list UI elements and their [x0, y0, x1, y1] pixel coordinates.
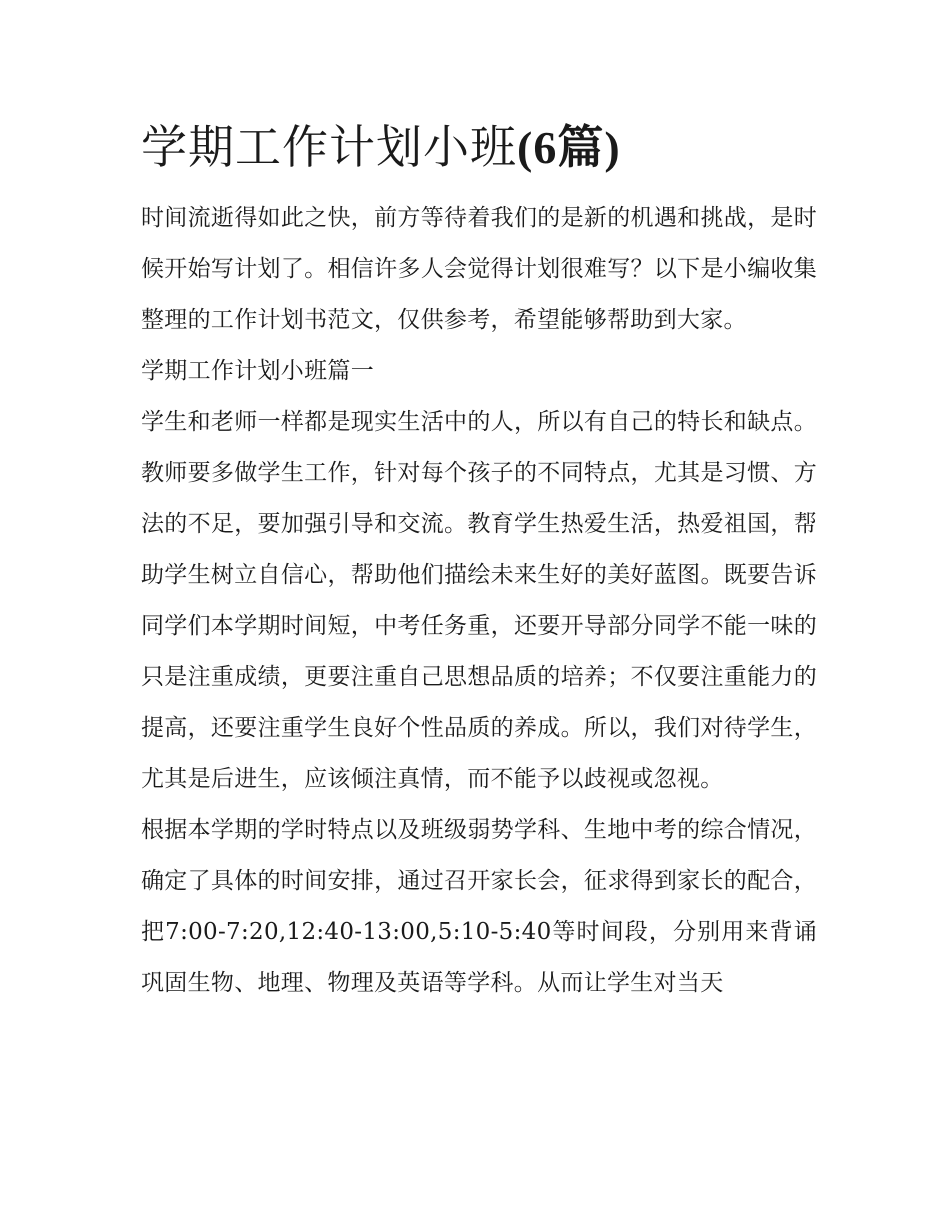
body-paragraph-1: 学生和老师一样都是现实生活中的人，所以有自己的特长和缺点。教师要多做学生工作，针对每个孩子的不同特点，尤其是习惯、方法的不足，要加强引导和交流。教育学生热爱生活，热爱祖国，帮助学生树立自信心，帮助他们描绘未来生好的美好蓝图。既要告诉同学们本学期时间短，中考任务重，还要开导部分同学不能一味的只是注重成绩，更要注重自己思想品质的培养；不仅要注重能力的提高，还要注重学生良好个性品质的养成。所以，我们对待学生，尤其是后进生，应该倾注真情，而不能予以歧视或忽视。	[141, 409, 817, 792]
title-count: (6篇)	[517, 122, 621, 173]
intro-paragraph: 时间流逝得如此之快，前方等待着我们的是新的机遇和挑战，是时候开始写计划了。相信许多人会觉得计划很难写？以下是小编收集整理的工作计划书范文，仅供参考，希望能够帮助到大家。	[141, 205, 817, 333]
document-title	[141, 116, 817, 179]
document-page	[141, 116, 817, 1009]
title-main: 学期工作计划小班	[141, 120, 517, 174]
body-paragraph-2: 根据本学期的学时特点以及班级弱势学科、生地中考的综合情况，确定了具体的时间安排，通过召开家长会，征求得到家长的配合，把7:00-7:20,12:40-13:00,5:10-5:40等时间段，分别用来背诵巩固生物、地理、物理及英语等学科。从而让学生对当天	[141, 817, 817, 996]
section-heading: 学期工作计划小班篇一	[141, 358, 374, 384]
